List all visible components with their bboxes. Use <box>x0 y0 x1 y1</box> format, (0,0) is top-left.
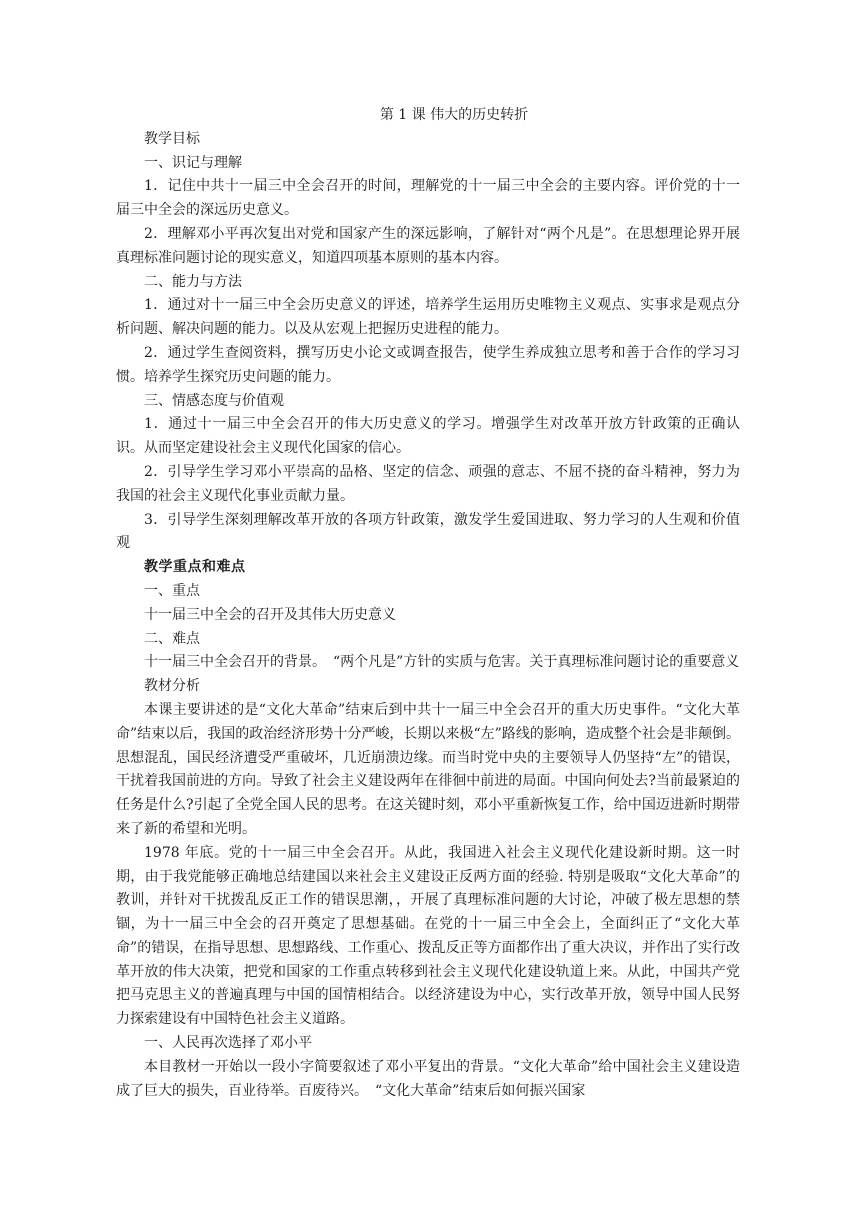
subsection-difficulty: 二、难点 <box>144 630 200 647</box>
paragraph: 1．通过十一届三中全会召开的伟大历史意义的学习。增强学生对改革开放方针政策的正确认识。从而坚定建设社会主义现代化国家的信心。 <box>116 416 740 457</box>
section-teaching-objectives: 教学目标 <box>144 130 200 147</box>
paragraph: 2．引导学生学习邓小平崇高的品格、坚定的信念、顽强的意志、不屈不挠的奋斗精神，努力为我国的社会主义现代化事业贡献力量。 <box>116 463 740 504</box>
section-key-points: 教学重点和难点 <box>144 559 246 576</box>
section-material-analysis: 教材分析 <box>144 678 200 695</box>
paragraph: 1．通过对十一届三中全会历史意义的评述，培养学生运用历史唯物主义观点、实事求是观点分析问题、解决问题的能力。以及从宏观上把握历史进程的能力。 <box>116 297 740 338</box>
paragraph: 2．理解邓小平再次复出对党和国家产生的深远影响，了解针对“两个凡是”。在思想理论界开展真理标准问题讨论的现实意义，知道四项基本原则的基本内容。 <box>116 225 740 266</box>
subsection-deng-xiaoping: 一、人民再次选择了邓小平 <box>144 1035 312 1052</box>
key-point-text: 十一届三中全会的召开及其伟大历史意义 <box>144 606 396 623</box>
subsection-values: 三、情感态度与价值观 <box>144 392 284 409</box>
subsection-knowledge: 一、识记与理解 <box>144 154 242 171</box>
lesson-title: 第 1 课 伟大的历史转折 <box>379 107 529 123</box>
document-body <box>116 104 740 1103</box>
subsection-key: 一、重点 <box>144 582 200 599</box>
paragraph: 本目教材一开始以一段小字简要叙述了邓小平复出的背景。“文化大革命”给中国社会主义建设造成了巨大的损失，百业待举。百废待兴。 “文化大革命”结束后如何振兴国家 <box>116 1058 740 1099</box>
paragraph: 1978 年底。党的十一届三中全会召开。从此，我国进入社会主义现代化建设新时期。这一时期，由于我党能够正确地总结建国以来社会主义建设正反两方面的经验. 特别是吸取“文化大革命”的教训，并针对干扰拨乱反正工作的错误思潮，，开展了真理标准问题的大讨论，冲破了极左思想的禁锢，为十一届三中全会的召开奠定了思想基础。在党的十一届三中全会上，全面纠正了“文化大革命”的错误，在指导思想、思想路线、工作重心、拨乱反正等方面都作出了重大决议，并作出了实行改革开放的伟大决策，把党和国家的工作重点转移到社会主义现代化建设轨道上来。从此，中国共产党把马克思主义的普遍真理与中国的国情相结合。以经济建设为中心，实行改革开放，领导中国人民努力探索建设有中国特色社会主义道路。 <box>116 844 740 1028</box>
paragraph: 1．记住中共十一届三中全会召开的时间，理解党的十一届三中全会的主要内容。评价党的十一届三中全会的深远历史意义。 <box>116 178 740 219</box>
subsection-ability: 二、能力与方法 <box>144 273 242 290</box>
paragraph: 本课主要讲述的是“文化大革命”结束后到中共十一届三中全会召开的重大历史事件。“文化大革命”结束以后，我国的政治经济形势十分严峻，长期以来极“左”路线的影响，造成整个社会是非颠倒。思想混乱，国民经济遭受严重破坏，几近崩溃边缘。而当时党中央的主要领导人仍坚持“左”的错误，干扰着我国前进的方向。导致了社会主义建设两年在徘徊中前进的局面。中国向何处去?当前最紧迫的任务是什么?引起了全党全国人民的思考。在这关键时刻，邓小平重新恢复工作，给中国迈进新时期带来了新的希望和光明。 <box>116 701 740 837</box>
paragraph: 十一届三中全会召开的背景。 “两个凡是”方针的实质与危害。关于真理标准问题讨论的重要意义 <box>144 654 740 671</box>
paragraph: 3．引导学生深刻理解改革开放的各项方针政策，激发学生爱国进取、努力学习的人生观和价值观 <box>116 511 740 552</box>
paragraph: 2．通过学生查阅资料，撰写历史小论文或调查报告，使学生养成独立思考和善于合作的学习习惯。培养学生探究历史问题的能力。 <box>116 344 740 385</box>
